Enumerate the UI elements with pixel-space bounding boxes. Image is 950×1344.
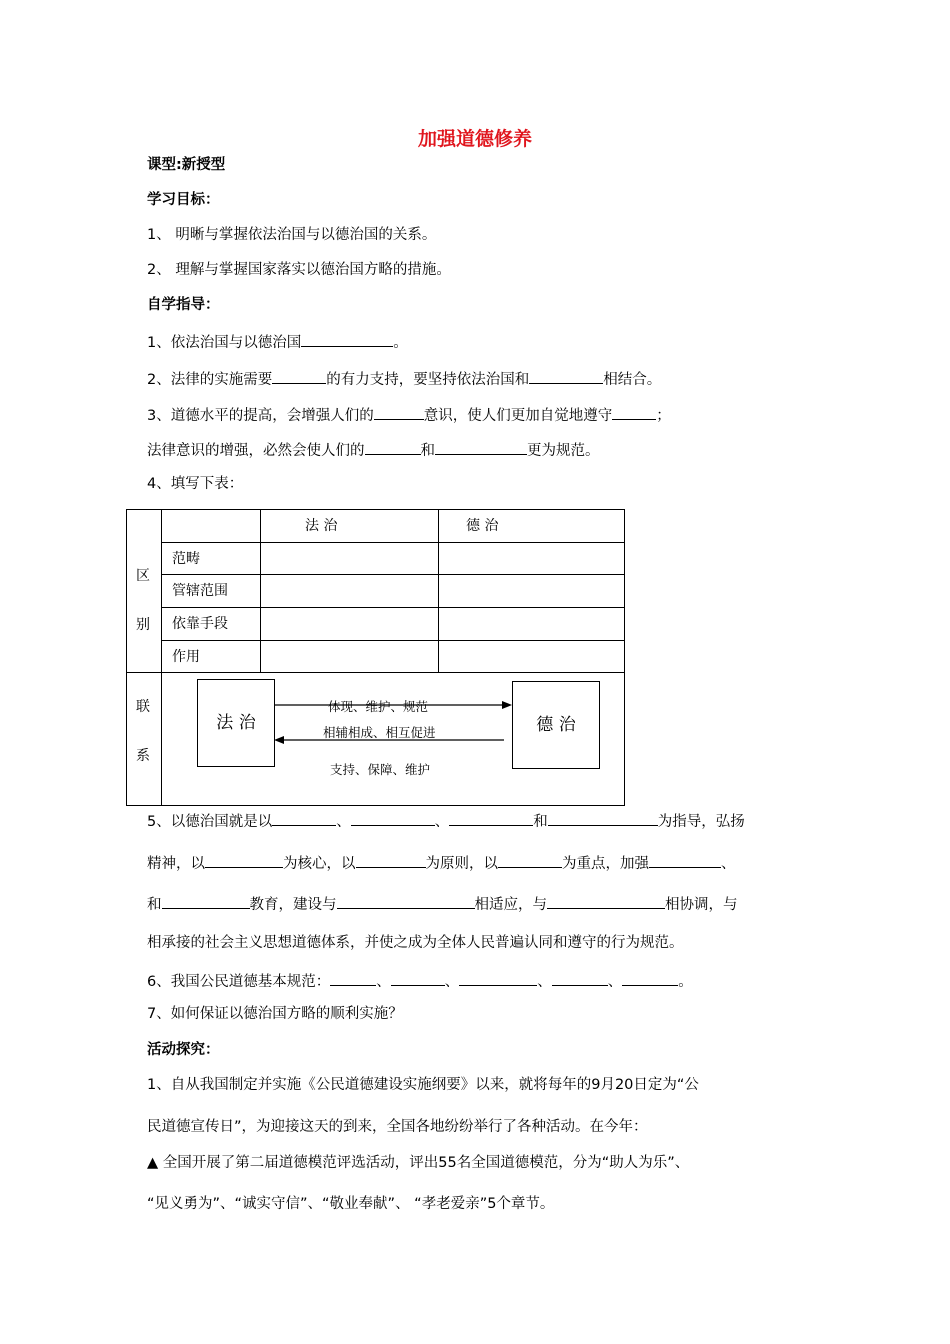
blank[interactable] xyxy=(612,405,656,420)
question-3-cont: 法律意识的增强，必然会使人们的 和 更为规范。 xyxy=(147,440,600,460)
activity-line: ▲ 全国开展了第二届道德模范评选活动，评出55名全国道德模范，分为“助人为乐”、 xyxy=(147,1155,690,1171)
blank[interactable] xyxy=(649,853,721,868)
activity-heading: 活动探究： xyxy=(147,1042,220,1058)
row-group-label: 联 xyxy=(136,699,150,715)
blank[interactable] xyxy=(162,894,250,909)
fazhi-box: 法 治 xyxy=(197,679,275,767)
objective-item: 2、 理解与掌握国家落实以德治国方略的措施。 xyxy=(147,262,451,278)
blank[interactable] xyxy=(548,811,658,826)
question-1: 1、依法治国与以德治国 。 xyxy=(147,332,408,352)
row-label: 范畴 xyxy=(172,551,200,567)
objective-item: 1、 明晰与掌握依法治国与以德治国的关系。 xyxy=(147,227,437,243)
blank[interactable] xyxy=(435,440,527,455)
question-4: 4、填写下表： xyxy=(147,476,244,492)
arrow-label-top: 体现、维护、规范 xyxy=(328,699,429,714)
blank[interactable] xyxy=(547,894,665,909)
blank[interactable] xyxy=(337,894,475,909)
blank[interactable] xyxy=(449,811,533,826)
question-5-line-3: 和 教育，建设与 相适应，与 相协调，与 xyxy=(147,893,805,914)
activity-line: “见义勇为”、“诚实守信”、“敬业奉献”、 “孝老爱亲”5个章节。 xyxy=(147,1196,555,1212)
blank[interactable] xyxy=(330,971,376,986)
blank[interactable] xyxy=(301,332,393,347)
blank[interactable] xyxy=(391,971,445,986)
column-header-dezhi: 德 治 xyxy=(466,518,499,534)
blank[interactable] xyxy=(365,440,421,455)
row-label: 作用 xyxy=(172,649,200,665)
arrow-label-mid: 相辅相成、相互促进 xyxy=(323,725,436,740)
activity-line: 民道德宣传日”，为迎接这天的到来，全国各地纷纷举行了各种活动。在今年： xyxy=(147,1119,648,1135)
blank[interactable] xyxy=(272,811,336,826)
arrow-left-icon xyxy=(274,736,284,744)
blank[interactable] xyxy=(529,369,603,384)
row-group-label: 系 xyxy=(136,748,150,764)
page-title: 加强道德修养 xyxy=(417,128,532,150)
question-5-line-4: 相承接的社会主义思想道德体系，并使之成为全体人民普遍认同和遵守的行为规范。 xyxy=(147,935,684,951)
dezhi-box: 德 治 xyxy=(512,681,600,769)
lesson-type: 课型:新授型 xyxy=(147,157,226,173)
blank[interactable] xyxy=(552,971,608,986)
blank[interactable] xyxy=(356,853,426,868)
blank[interactable] xyxy=(374,405,424,420)
row-label: 依靠手段 xyxy=(172,616,228,632)
question-3: 3、道德水平的提高，会增强人们的 意识，使人们更加自觉地遵守 ； xyxy=(147,405,671,425)
row-label: 管辖范围 xyxy=(172,583,228,599)
question-2: 2、法律的实施需要 的有力支持，要坚持依法治国和 相结合。 xyxy=(147,369,661,389)
arrow-right-icon xyxy=(502,701,512,709)
column-header-fazhi: 法 治 xyxy=(305,518,338,534)
row-group-label: 别 xyxy=(136,617,150,633)
arrow-label-bottom: 支持、保障、维护 xyxy=(330,762,431,777)
objectives-heading: 学习目标： xyxy=(147,192,220,208)
question-7: 7、如何保证以德治国方略的顺利实施？ xyxy=(147,1006,403,1022)
blank[interactable] xyxy=(272,369,326,384)
blank[interactable] xyxy=(459,971,537,986)
blank[interactable] xyxy=(351,811,435,826)
blank[interactable] xyxy=(622,971,678,986)
activity-line: 1、自从我国制定并实施《公民道德建设实施纲要》以来，就将每年的9月20日定为“公 xyxy=(147,1077,699,1093)
blank[interactable] xyxy=(498,853,562,868)
question-6: 6、我国公民道德基本规范： 、 、 、 、 。 xyxy=(147,971,693,991)
self-study-heading: 自学指导： xyxy=(147,297,220,313)
blank[interactable] xyxy=(205,853,283,868)
question-5-line-2: 精神，以 为核心，以 为原则，以 为重点，加强 、 xyxy=(147,852,805,873)
row-group-label: 区 xyxy=(136,568,150,584)
question-5-line-1: 5、以德治国就是以 、 、 和 为指导，弘扬 xyxy=(147,810,805,831)
